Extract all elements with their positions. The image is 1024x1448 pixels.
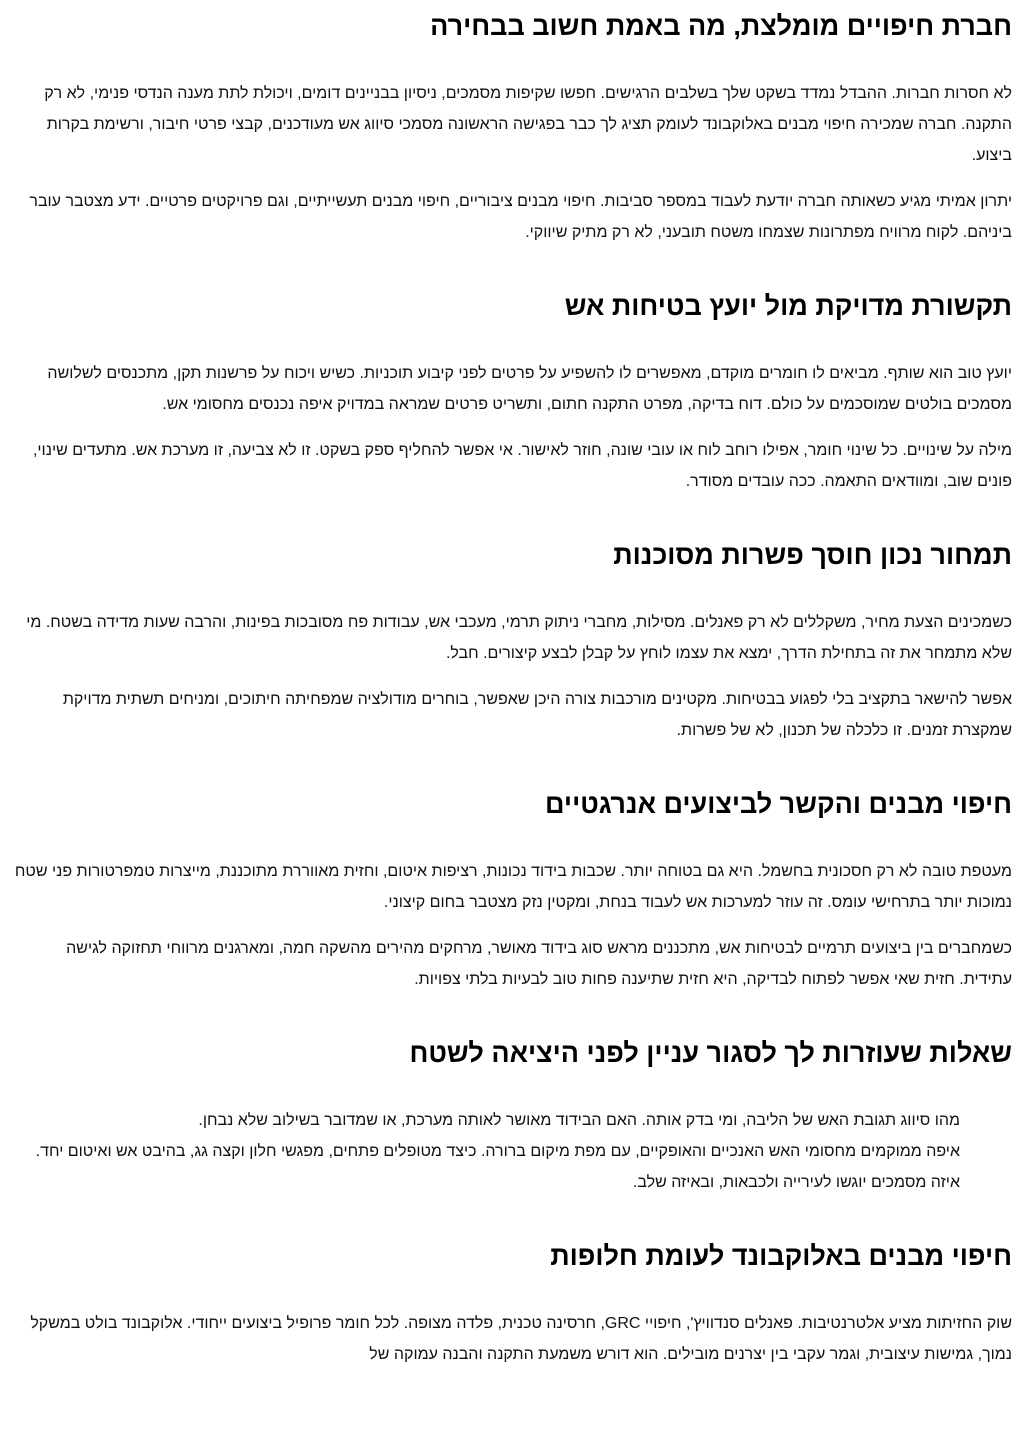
paragraph: כשמחברים בין ביצועים תרמיים לבטיחות אש, מתכננים מראש סוג בידוד מאושר, מרחקים מהירים מהשקה חמה, ומארגנים מרווחי תחזוקה לגישה עתידית. חזית שאי אפשר לפתוח לבדיקה, היא חזית שתיענה פחות טוב לבעיות בלתי צפויות. xyxy=(66,940,1012,988)
list-item: מהו סיווג תגובת האש של הליבה, ומי בדק אותה. האם הבידוד מאושר לאותה מערכת, או שמדובר בשילוב שלא נבחן. xyxy=(198,1112,960,1129)
paragraph: מילה על שינויים. כל שינוי חומר, אפילו רוחב לוח או עובי שונה, חוזר לאישור. אי אפשר להחליף ספק בשקט. זו לא צביעה, זו מערכת אש. מתעדים שינוי, פונים שוב, ומוודאים התאמה. ככה עובדים מסודר. xyxy=(32,442,1012,490)
section-pricing xyxy=(12,537,1012,746)
paragraph: כשמכינים הצעת מחיר, משקללים לא רק פאנלים. מסילות, מחברי ניתוק תרמי, מעכבי אש, עבודות פח מסובכות בפינות, והרבה שעות מדידה בשטח. מי שלא מתמחר את זה בתחילת הדרך, ימצא את עצמו לוחץ על קבלן לבצע קיצורים. חבל. xyxy=(26,614,1012,662)
paragraph: אפשר להישאר בתקציב בלי לפגוע בבטיחות. מקטינים מורכבות צורה היכן שאפשר, בוחרים מודולציה שמפחיתה חיתוכים, ומניחים תשתית מדויקת שמקצרת זמנים. זו כלכלה של תכנון, לא של פשרות. xyxy=(62,691,1012,739)
list-item: איפה ממוקמים מחסומי האש האנכיים והאופקיים, עם מפת מיקום ברורה. כיצד מטופלים פתחים, מפגשי חלון וקצה גג, בהיבט אש ואיטום יחד. איזה מסמכים יוגשו לעירייה ולכבאות, ובאיזה שלב. xyxy=(35,1143,960,1191)
section-alternatives xyxy=(12,1238,1012,1370)
paragraph: מעטפת טובה לא רק חסכונית בחשמל. היא גם בטוחה יותר. שכבות בידוד נכונות, רציפות איטום, וחזית מאווררת מתוכננת, מייצרות טמפרטורות פני שטח נמוכות יותר בתרחישי עומס. זה עוזר למערכות אש לעבוד בנחת, ומקטין נזק מצטבר בחום קיצוני. xyxy=(14,863,1012,911)
section-heading: חיפוי מבנים באלוקבונד לעומת חלופות xyxy=(550,1241,1012,1271)
section-heading: תמחור נכון חוסך פשרות מסוכנות xyxy=(613,540,1012,570)
paragraph: יועץ טוב הוא שותף. מביאים לו חומרים מוקדם, מאפשרים לו להשפיע על פרטים לפני קיבוע תוכניות. כשיש ויכוח על פרשנות תקן, מתכנסים לשלושה מסמכים בולטים שמוסכמים על כולם. דוח בדיקה, מפרט התקנה חתום, ותשריט פרטים שמראה במדויק איפה נכנסים מחסומי אש. xyxy=(47,365,1012,413)
paragraph: יתרון אמיתי מגיע כשאותה חברה יודעת לעבוד במספר סביבות. חיפוי מבנים ציבוריים, חיפוי מבנים תעשייתיים, וגם פרויקטים פרטיים. ידע מצטבר עובר ביניהם. לקוח מרוויח מפתרונות שצמחו משטח תובעני, לא רק מתיק שיווקי. xyxy=(29,193,1012,241)
questions-list xyxy=(12,1105,1012,1198)
section-heading: חיפוי מבנים והקשר לביצועים אנרגטיים xyxy=(545,789,1012,819)
section-fire-consultant xyxy=(12,288,1012,497)
section-heading: חברת חיפויים מומלצת, מה באמת חשוב בבחירה xyxy=(430,11,1012,41)
paragraph: שוק החזיתות מציע אלטרנטיבות. פאנלים סנדוויץ', חיפויי GRC, חרסינה טכנית, פלדה מצופה. לכל חומר פרופיל ביצועים ייחודי. אלוקבונד בולט במשקל נמוך, גמישות עיצובית, וגמר עקבי בין יצרנים מובילים. הוא דורש משמעת התקנה והבנה עמוקה של xyxy=(30,1315,1012,1363)
section-heading: שאלות שעוזרות לך לסגור עניין לפני היציאה לשטח xyxy=(409,1038,1012,1068)
section-energy-performance xyxy=(12,786,1012,995)
section-questions xyxy=(12,1035,1012,1198)
section-heading: תקשורת מדויקת מול יועץ בטיחות אש xyxy=(564,291,1012,321)
paragraph: לא חסרות חברות. ההבדל נמדד בשקט שלך בשלבים הרגישים. חפשו שקיפות מסמכים, ניסיון בבניינים דומים, ויכולת לתת מענה הנדסי פנימי, לא רק התקנה. חברה שמכירה חיפוי מבנים באלוקבונד לעומק תציג לך כבר בפגישה הראשונה מסמכי סיווג אש מעודכנים, קבצי פרטי חיבור, ורשימת בקרות ביצוע. xyxy=(44,85,1012,164)
section-company-choice xyxy=(12,8,1012,248)
